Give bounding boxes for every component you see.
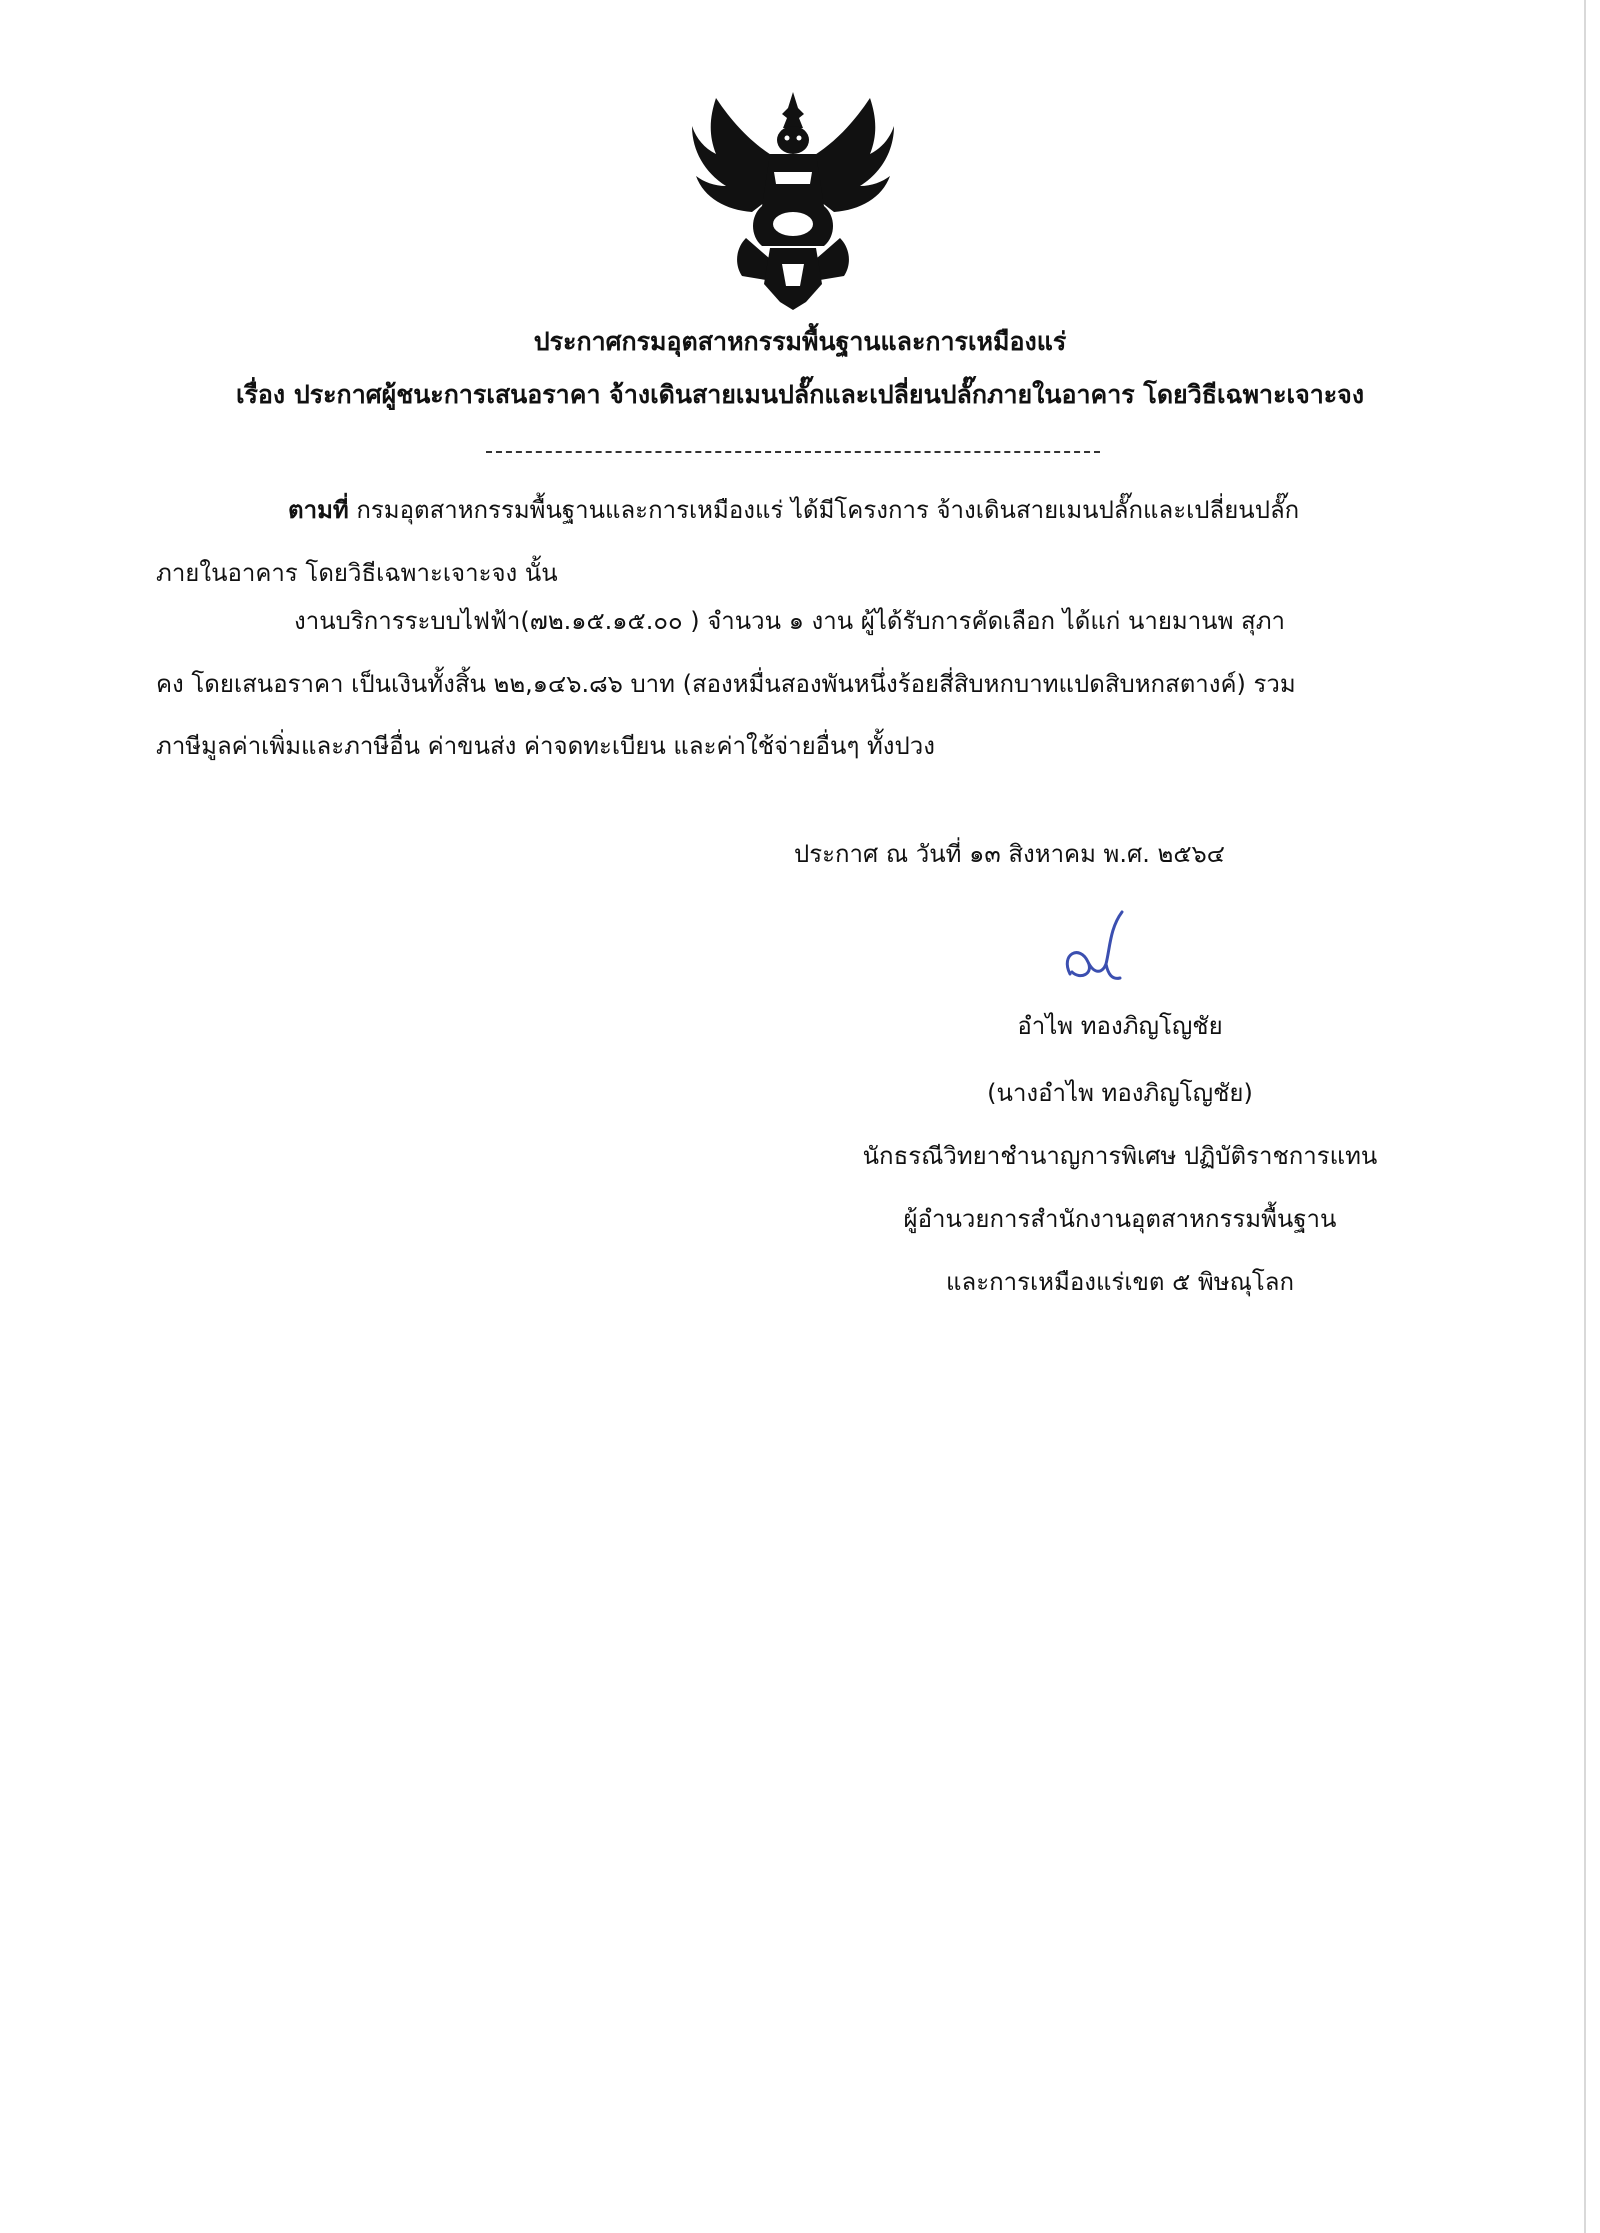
paragraph-1-line-1 [288,493,1299,527]
paragraph-1-lead: ตามที่ [288,496,349,524]
signatory-position-3: และการเหมืองแร่เขต ๕ พิษณุโลก [946,1268,1294,1296]
garuda-emblem-icon [686,88,900,314]
signatory-position-2: ผู้อำนวยการสำนักงานอุตสาหกรรมพื้นฐาน [903,1205,1337,1233]
paragraph-1-text: กรมอุตสาหกรรมพื้นฐานและการเหมืองแร่ ได้มีโครงการ จ้างเดินสายเมนปลั๊กและเปลี่ยนปลั๊ก [348,496,1300,524]
announcement-title: ประกาศกรมอุตสาหกรรมพื้นฐานและการเหมืองแร่ [533,327,1067,356]
paragraph-2-line-1: งานบริการระบบไฟฟ้า(๗๒.๑๕.๑๕.๐๐ ) จำนวน ๑ งาน ผู้ได้รับการคัดเลือก ได้แก่ นายมานพ สุภา [294,607,1285,635]
signatory-full-name: (นางอำไพ ทองภิญโญชัย) [987,1079,1253,1107]
paragraph-2-line-3: ภาษีมูลค่าเพิ่มและภาษีอื่น ค่าขนส่ง ค่าจดทะเบียน และค่าใช้จ่ายอื่นๆ ทั้งปวง [156,732,935,760]
handwritten-signature [1050,904,1140,994]
signatory-position-1: นักธรณีวิทยาชำนาญการพิเศษ ปฏิบัติราชการแทน [862,1142,1378,1170]
divider [486,451,1100,453]
announcement-subject: เรื่อง ประกาศผู้ชนะการเสนอราคา จ้างเดินสายเมนปลั๊กและเปลี่ยนปลั๊กภายในอาคาร โดยวิธีเฉพาะเจาะจง [235,380,1365,409]
signatory-name: อำไพ ทองภิญโญชัย [1017,1012,1223,1040]
paragraph-1-line-2: ภายในอาคาร โดยวิธีเฉพาะเจาะจง นั้น [156,559,558,587]
announcement-date: ประกาศ ณ วันที่ ๑๓ สิงหาคม พ.ศ. ๒๕๖๔ [794,840,1225,868]
paragraph-2-line-2: คง โดยเสนอราคา เป็นเงินทั้งสิ้น ๒๒,๑๔๖.๘๖ บาท (สองหมื่นสองพันหนึ่งร้อยสี่สิบหกบาทแปดสิบหกสตางค์) รวม [156,670,1296,698]
